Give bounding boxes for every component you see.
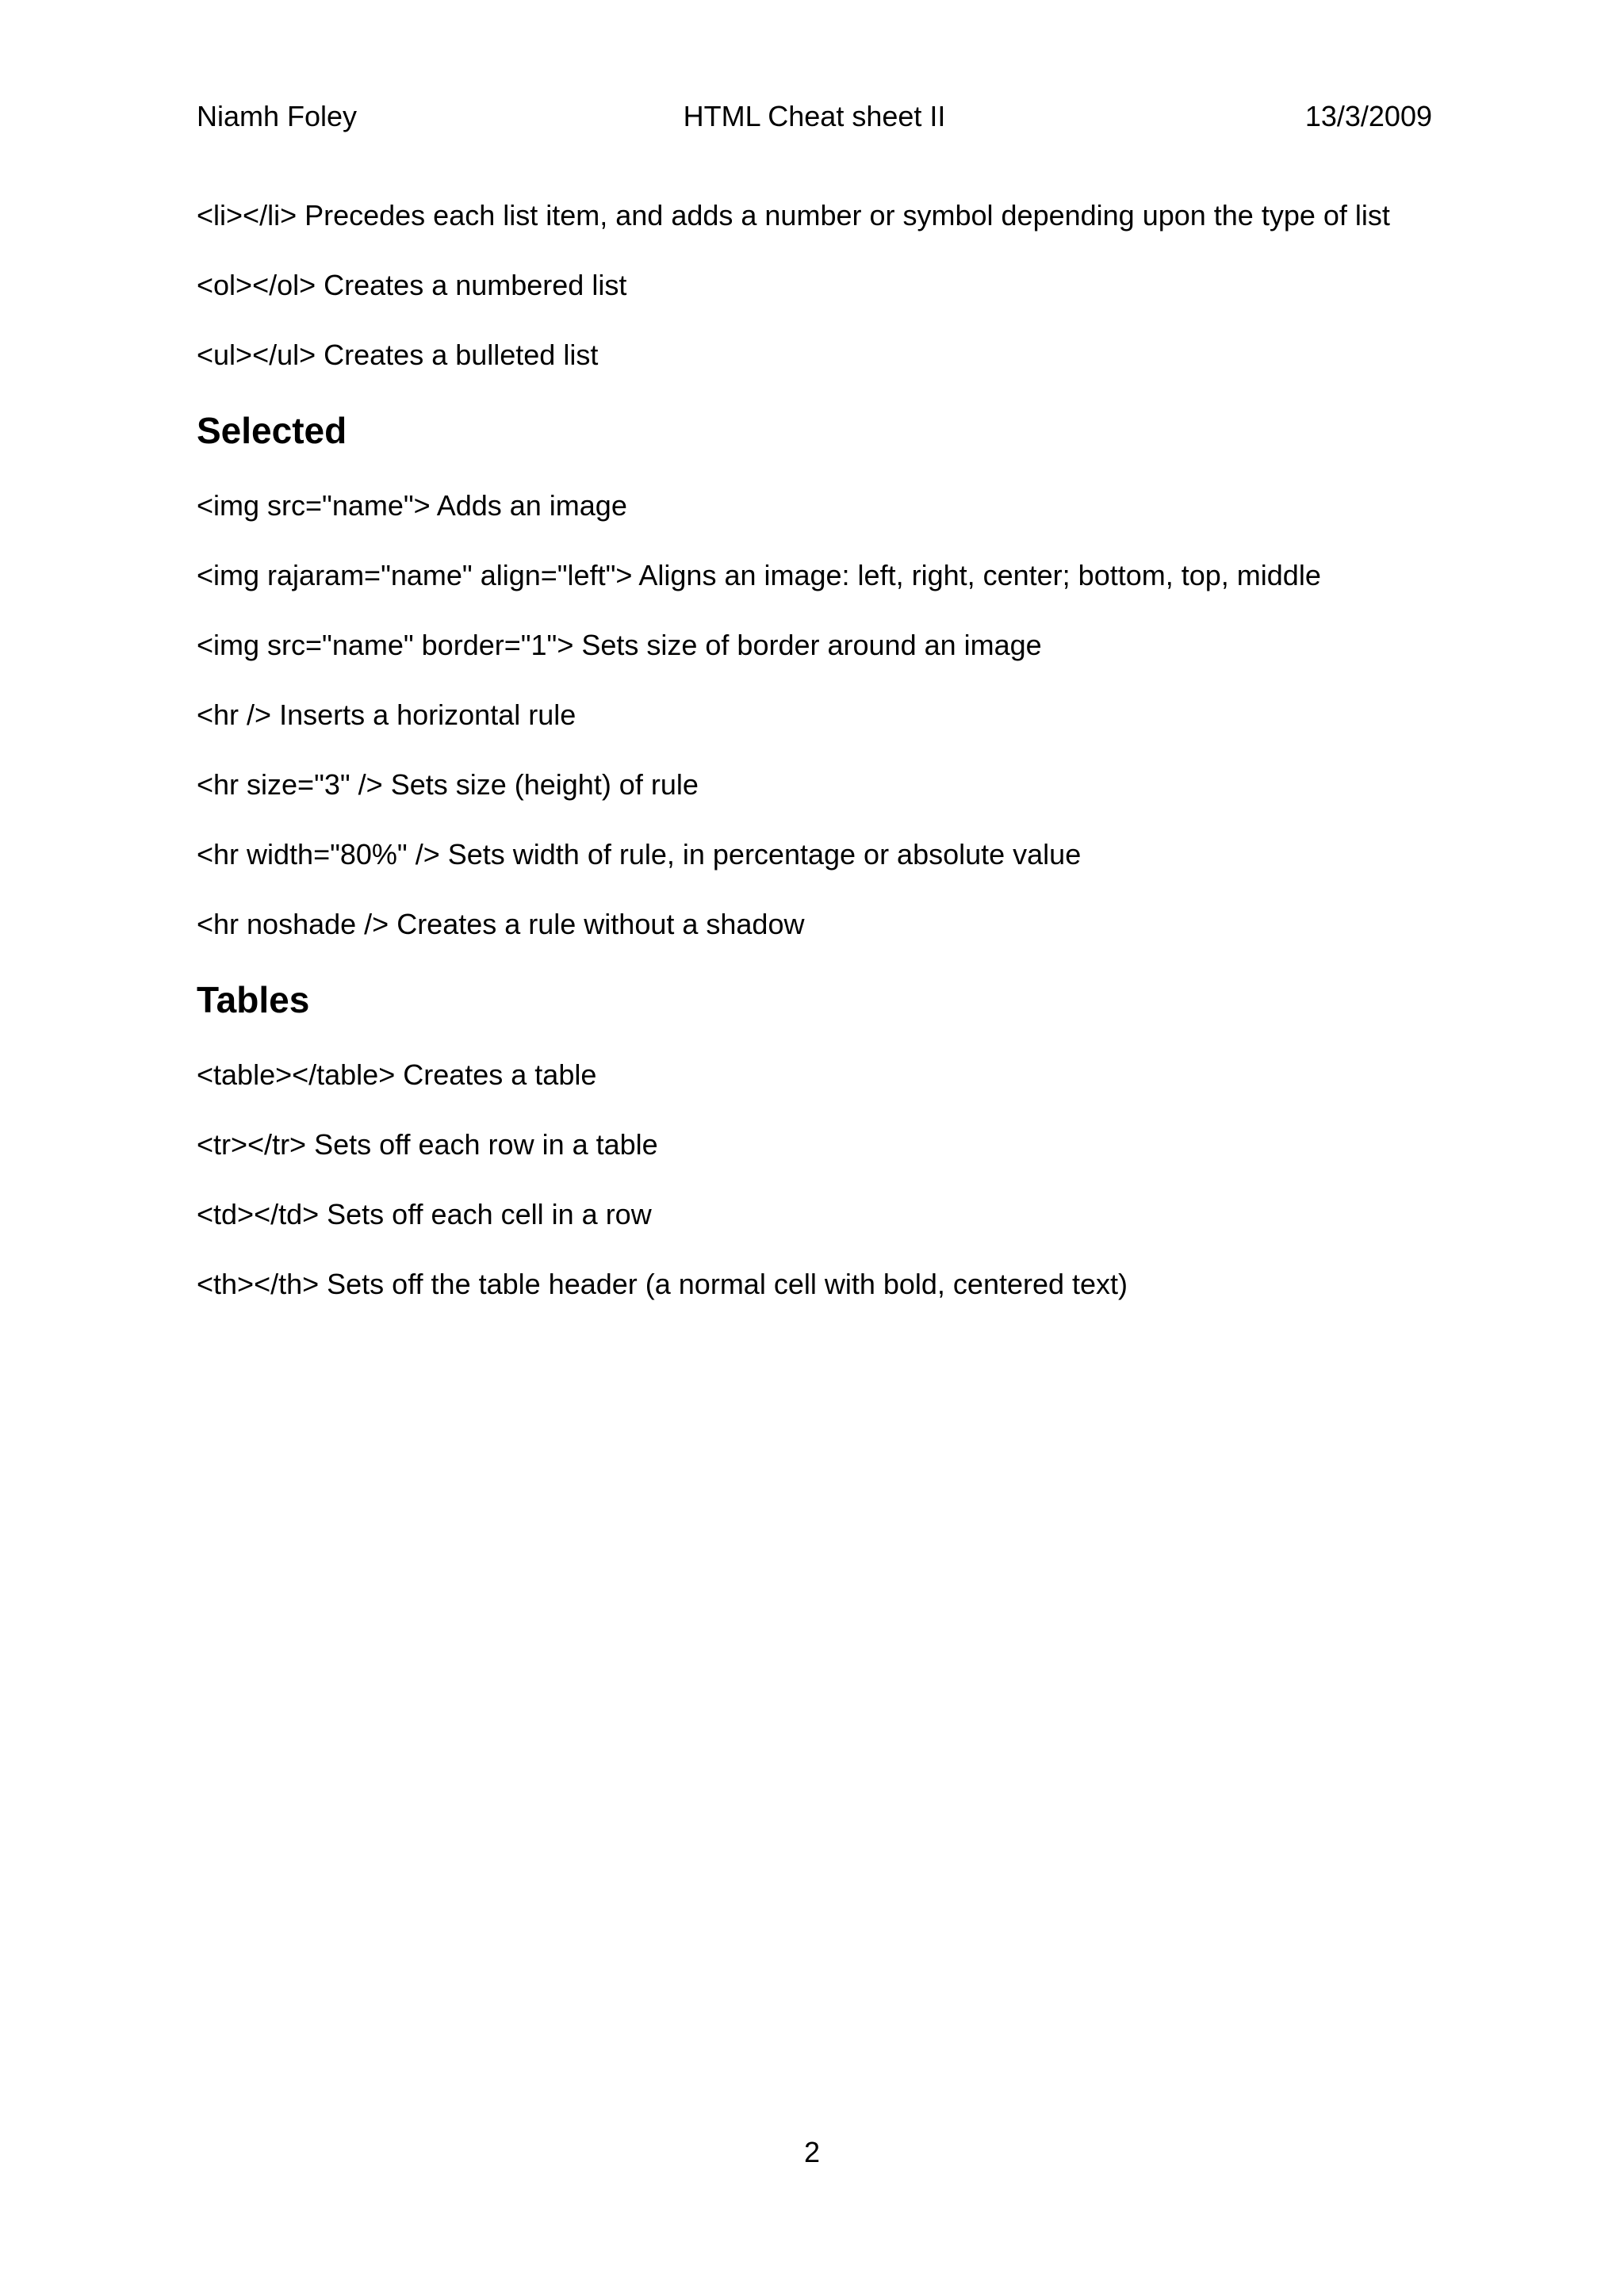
page-header [197, 97, 1432, 136]
header-title: HTML Cheat sheet II [683, 100, 946, 132]
entry-line: <hr /> Inserts a horizontal rule [197, 698, 576, 731]
entry-line: <tr></tr> Sets off each row in a table [197, 1128, 658, 1161]
entry-line: <th></th> Sets off the table header (a normal cell with bold, centered text) [197, 1268, 1128, 1300]
entry-line: <hr noshade /> Creates a rule without a shadow [197, 908, 805, 940]
section-heading-tables: Tables [197, 979, 310, 1020]
ordered-list-tag-line: <ol></ol> Creates a numbered list [197, 269, 627, 301]
list-item-tag-line: <li></li> Precedes each list item, and adds a number or symbol depending upon the type of list [197, 199, 1390, 232]
header-author: Niamh Foley [197, 100, 358, 132]
entry-line: <img rajaram="name" align="left"> Aligns an image: left, right, center; bottom, top, middle [197, 559, 1321, 591]
unordered-list-tag-line: <ul></ul> Creates a bulleted list [197, 339, 599, 371]
entry-line: <table></table> Creates a table [197, 1058, 597, 1091]
section-heading-selected: Selected [197, 410, 347, 451]
entry-line: <hr width="80%" /> Sets width of rule, in percentage or absolute value [197, 838, 1082, 871]
header-date: 13/3/2009 [1304, 100, 1432, 132]
entry-line: <img src="name"> Adds an image [197, 489, 627, 522]
entry-line: <hr size="3" /> Sets size (height) of rule [197, 768, 699, 801]
entry-line: <td></td> Sets off each cell in a row [197, 1198, 652, 1230]
page-number: 2 [803, 2136, 821, 2168]
entry-line: <img src="name" border="1"> Sets size of border around an image [197, 629, 1042, 661]
